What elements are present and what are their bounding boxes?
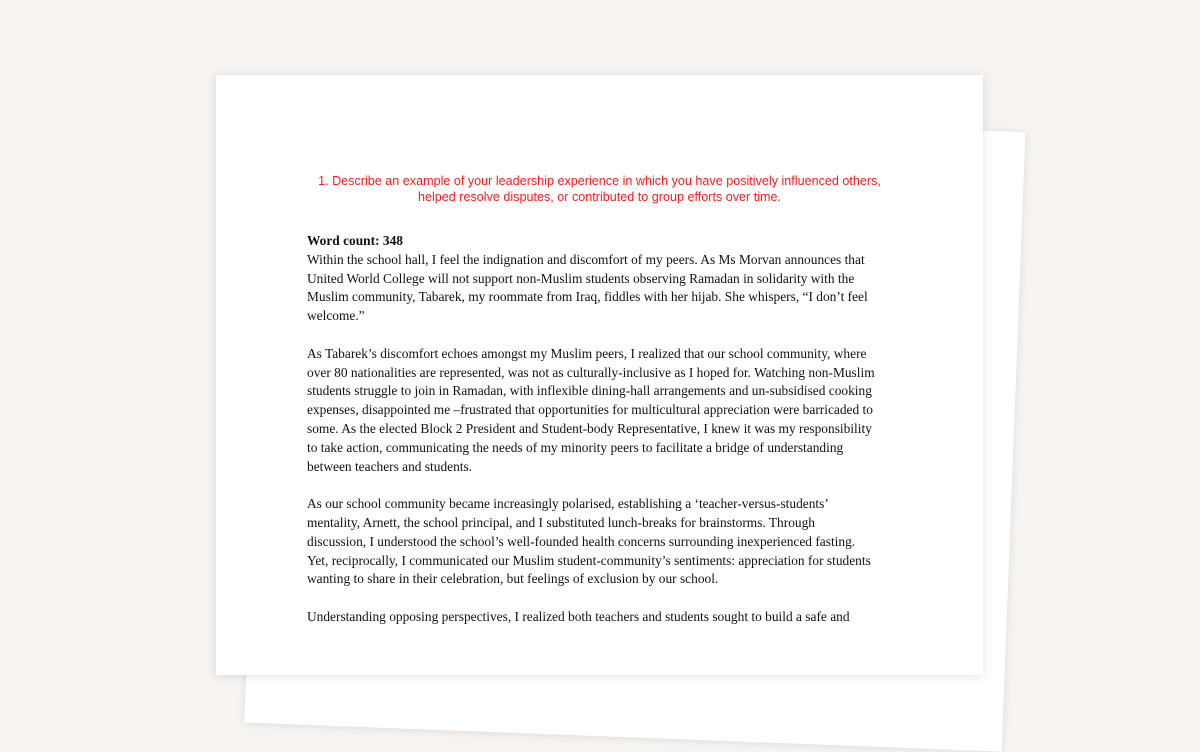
paragraph-1 bbox=[307, 251, 907, 326]
paragraph-4 bbox=[307, 608, 907, 627]
text-line: some. As the elected Block 2 President and Student-body Representative, I knew it was my responsibility bbox=[307, 420, 872, 436]
prompt-line: helped resolve disputes, or contributed to group efforts over time. bbox=[417, 190, 782, 204]
essay-prompt bbox=[216, 173, 983, 205]
text-line: students struggle to join in Ramadan, with inflexible dining-hall arrangements and un-subsidised cooking bbox=[307, 383, 872, 399]
text-line: over 80 nationalities are represented, was not as culturally-inclusive as I hoped for. Watching non-Muslim bbox=[307, 364, 875, 380]
paragraph-3 bbox=[307, 495, 907, 589]
text-line: As our school community became increasingly polarised, establishing a ‘teacher-versus-students’ bbox=[307, 496, 829, 512]
text-line: mentality, Arnett, the school principal, and I substituted lunch-breaks for brainstorms. Through bbox=[307, 514, 815, 530]
text-line: As Tabarek’s discomfort echoes amongst my Muslim peers, I realized that our school community, where bbox=[307, 345, 867, 361]
text-line: Understanding opposing perspectives, I realized both teachers and students sought to build a safe and bbox=[307, 608, 850, 624]
paragraph-2 bbox=[307, 345, 907, 477]
text-line: to take action, communicating the needs of my minority peers to facilitate a bridge of understanding bbox=[307, 439, 844, 455]
text-line: Yet, reciprocally, I communicated our Muslim student-community’s sentiments: appreciation for students bbox=[307, 552, 871, 568]
text-line: between teachers and students. bbox=[307, 458, 473, 474]
text-line: welcome.” bbox=[307, 308, 365, 324]
text-line: Muslim community, Tabarek, my roommate from Iraq, fiddles with her hijab. She whispers, “I don’t feel bbox=[307, 289, 868, 305]
prompt-line: 1. Describe an example of your leadership experience in which you have positively influenced others, bbox=[318, 174, 881, 188]
text-line: United World College will not support non-Muslim students observing Ramadan in solidarity with the bbox=[307, 270, 855, 286]
text-line: wanting to share in their celebration, but feelings of exclusion by our school. bbox=[307, 571, 719, 587]
text-line: expenses, disappointed me –frustrated that opportunities for multicultural appreciation were barricaded to bbox=[307, 402, 873, 418]
text-line: Within the school hall, I feel the indignation and discomfort of my peers. As Ms Morvan announces that bbox=[307, 251, 865, 267]
word-count: Word count: 348 bbox=[307, 233, 403, 248]
essay-body bbox=[307, 232, 907, 646]
document-page bbox=[216, 75, 983, 675]
text-line: discussion, I understood the school’s well-founded health concerns surrounding inexperienced fasting. bbox=[307, 533, 856, 549]
